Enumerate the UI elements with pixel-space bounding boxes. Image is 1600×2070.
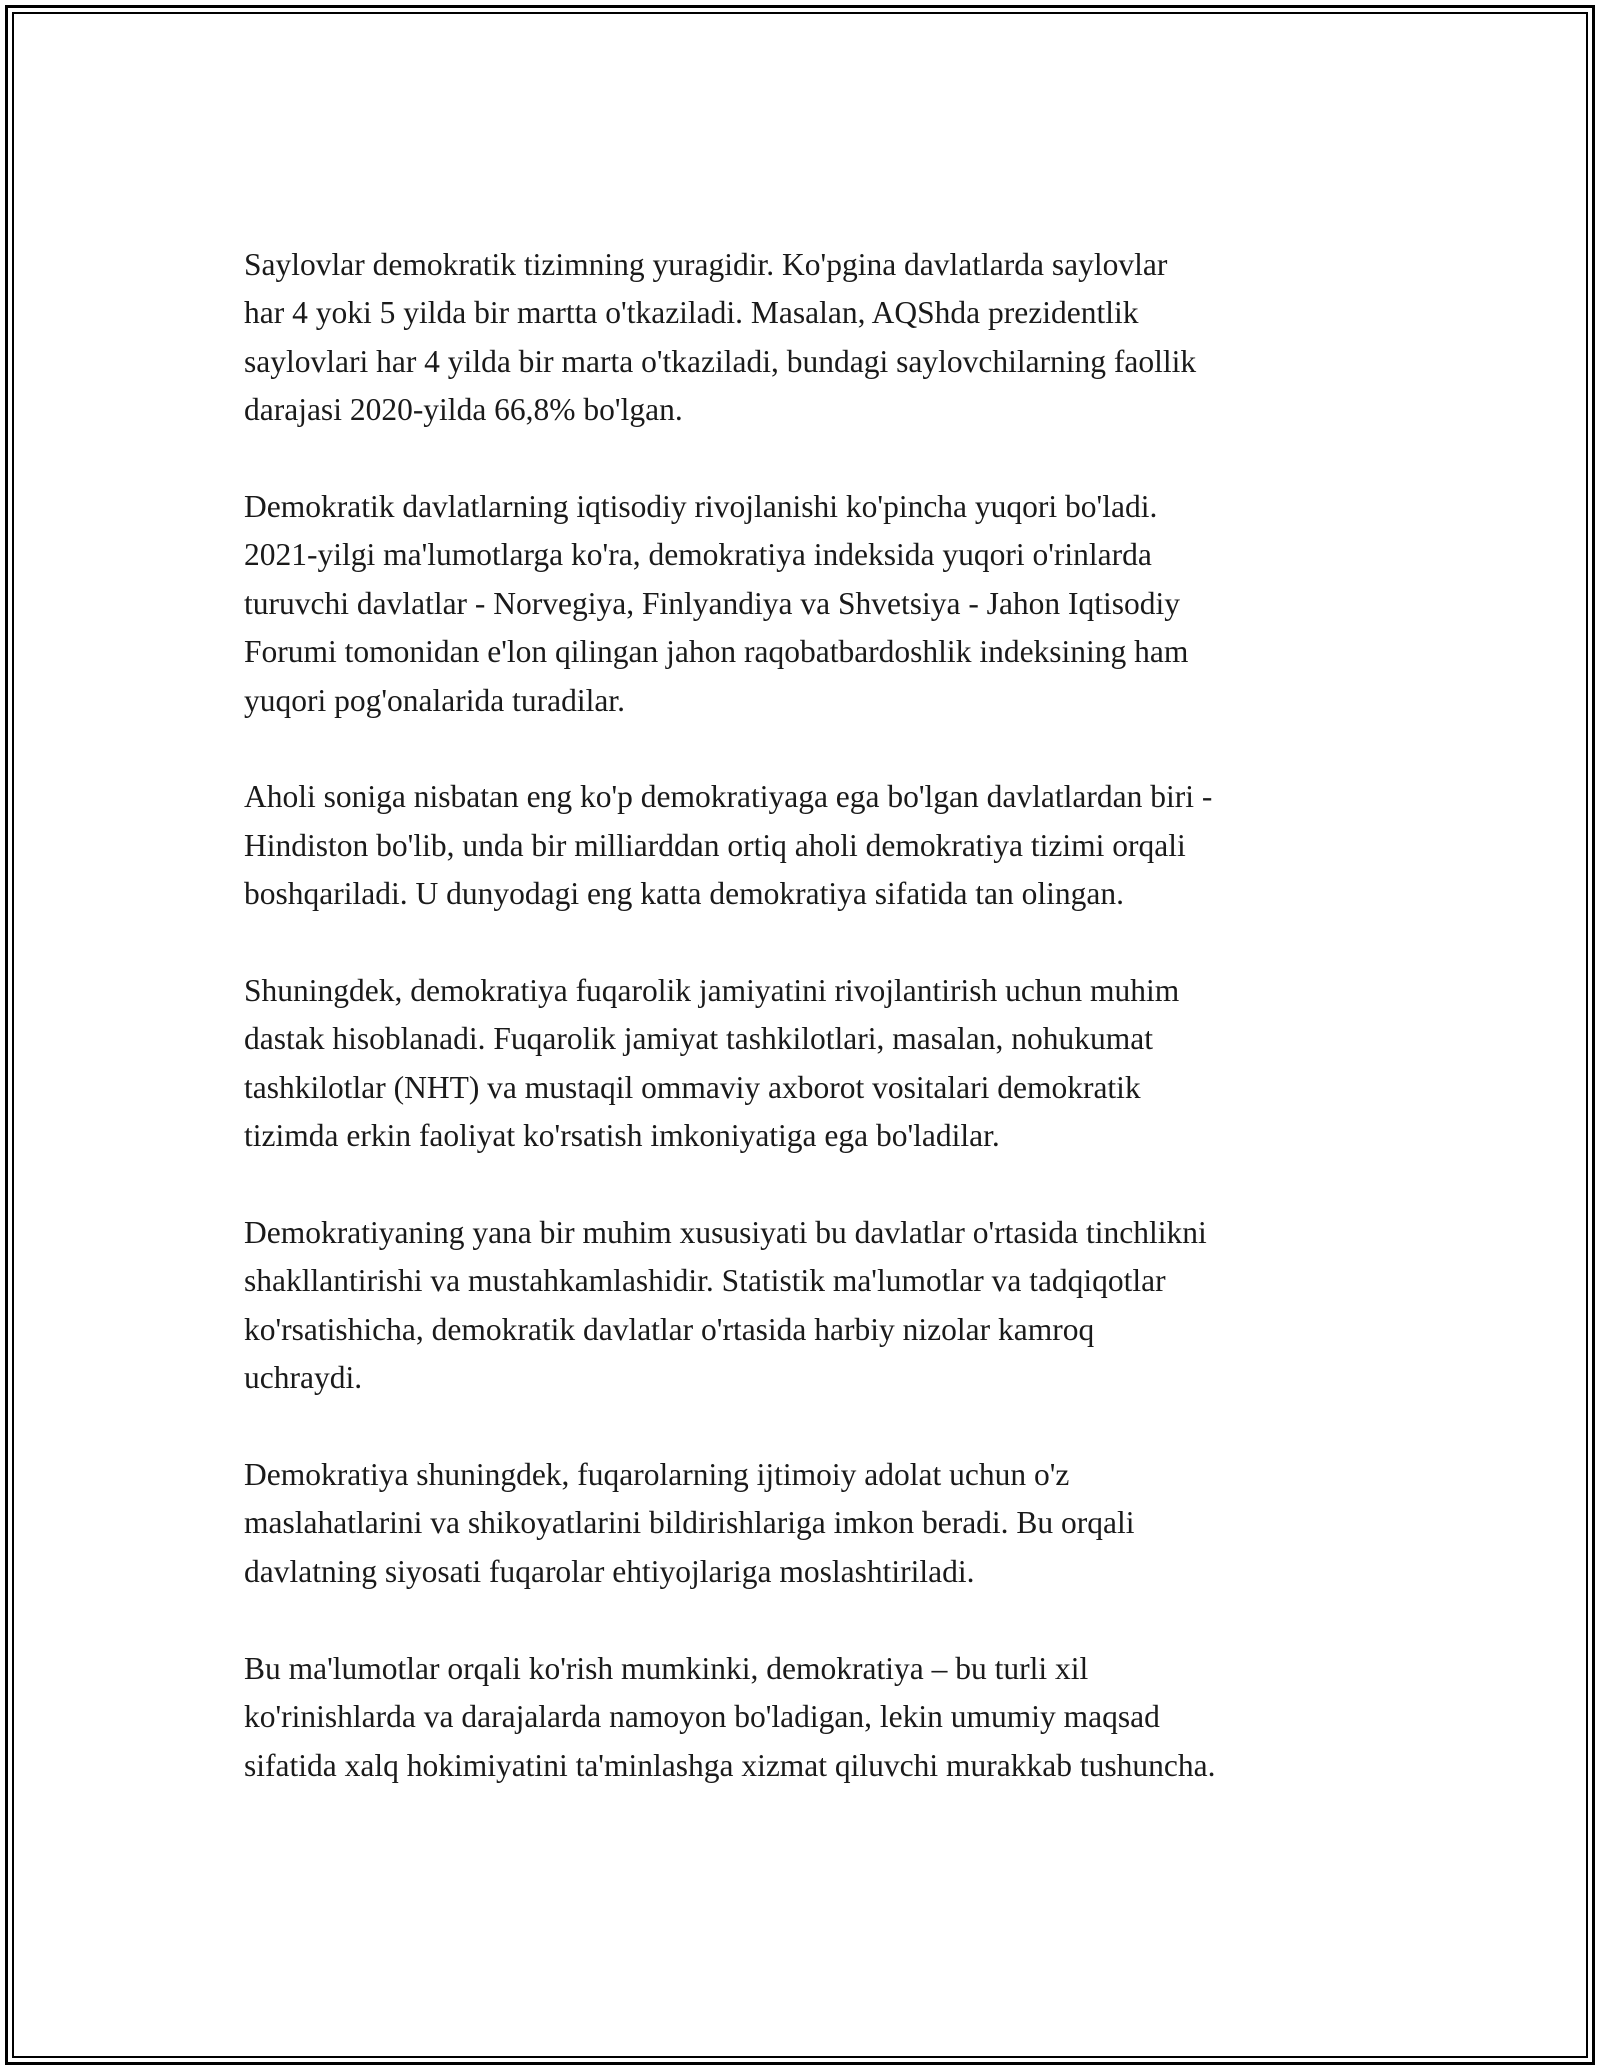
text-line: 2021-yilgi ma'lumotlarga ko'ra, demokratiya indeksida yuqori o'rinlarda — [244, 537, 1152, 573]
text-line: Demokratik davlatlarning iqtisodiy rivojlanishi ko'pincha yuqori bo'ladi. — [244, 489, 1158, 525]
text-line: Aholi soniga nisbatan eng ko'p demokratiyaga ega bo'lgan davlatlardan biri - — [244, 779, 1213, 815]
paragraph-7 — [244, 1645, 1394, 1790]
text-line: Saylovlar demokratik tizimning yuragidir. Ko'pgina davlatlarda saylovlar — [244, 247, 1168, 282]
page-border — [5, 5, 1595, 2065]
paragraph-3 — [244, 773, 1394, 918]
document-body — [244, 241, 1394, 1790]
text-line: turuvchi davlatlar - Norvegiya, Finlyandiya va Shvetsiya - Jahon Iqtisodiy — [244, 585, 1181, 621]
text-line: tashkilotlar (NHT) va mustaqil ommaviy axborot vositalari demokratik — [244, 1069, 1141, 1105]
paragraph-2 — [244, 483, 1394, 725]
text-line: har 4 yoki 5 yilda bir martta o'tkaziladi. Masalan, AQShda prezidentlik — [244, 295, 1139, 331]
text-line: boshqariladi. U dunyodagi eng katta demokratiya sifatida tan olingan. — [244, 876, 1125, 912]
text-line: Demokratiyaning yana bir muhim xususiyati bu davlatlar o'rtasida tinchlikni — [244, 1215, 1207, 1251]
text-line: Demokratiya shuningdek, fuqarolarning ijtimoiy adolat uchun o'z — [244, 1457, 1070, 1493]
text-line: Shuningdek, demokratiya fuqarolik jamiyatini rivojlantirish uchun muhim — [244, 973, 1180, 1009]
paragraph-5 — [244, 1209, 1394, 1403]
paragraph-6 — [244, 1451, 1394, 1596]
paragraph-4 — [244, 967, 1394, 1161]
text-line: Forumi tomonidan e'lon qilingan jahon raqobatbardoshlik indeksining ham — [244, 634, 1189, 670]
text-line: Hindiston bo'lib, unda bir milliarddan ortiq aholi demokratiya tizimi orqali — [244, 827, 1186, 863]
text-line: darajasi 2020-yilda 66,8% bo'lgan. — [244, 392, 683, 428]
text-line: Bu ma'lumotlar orqali ko'rish mumkinki, demokratiya – bu turli xil — [244, 1650, 1089, 1686]
text-line: ko'rsatishicha, demokratik davlatlar o'rtasida harbiy nizolar kamroq — [244, 1311, 1095, 1347]
text-line: davlatning siyosati fuqarolar ehtiyojlariga moslashtiriladi. — [244, 1553, 975, 1589]
paragraph-1 — [244, 241, 1394, 435]
text-line: shakllantirishi va mustahkamlashidir. Statistik ma'lumotlar va tadqiqotlar — [244, 1263, 1166, 1299]
text-line: uchraydi. — [244, 1360, 363, 1396]
text-line: maslahatlarini va shikoyatlarini bildirishlariga imkon beradi. Bu orqali — [244, 1505, 1135, 1541]
text-line: saylovlari har 4 yilda bir marta o'tkaziladi, bundagi saylovchilarning faollik — [244, 343, 1197, 379]
text-line: tizimda erkin faoliyat ko'rsatish imkoniyatiga ega bo'ladilar. — [244, 1118, 1000, 1154]
text-line: dastak hisoblanadi. Fuqarolik jamiyat tashkilotlari, masalan, nohukumat — [244, 1021, 1153, 1057]
text-line: ko'rinishlarda va darajalarda namoyon bo'ladigan, lekin umumiy maqsad — [244, 1699, 1160, 1735]
text-line: yuqori pog'onalarida turadilar. — [244, 682, 625, 718]
text-line: sifatida xalq hokimiyatini ta'minlashga xizmat qiluvchi murakkab tushuncha. — [244, 1747, 1216, 1783]
